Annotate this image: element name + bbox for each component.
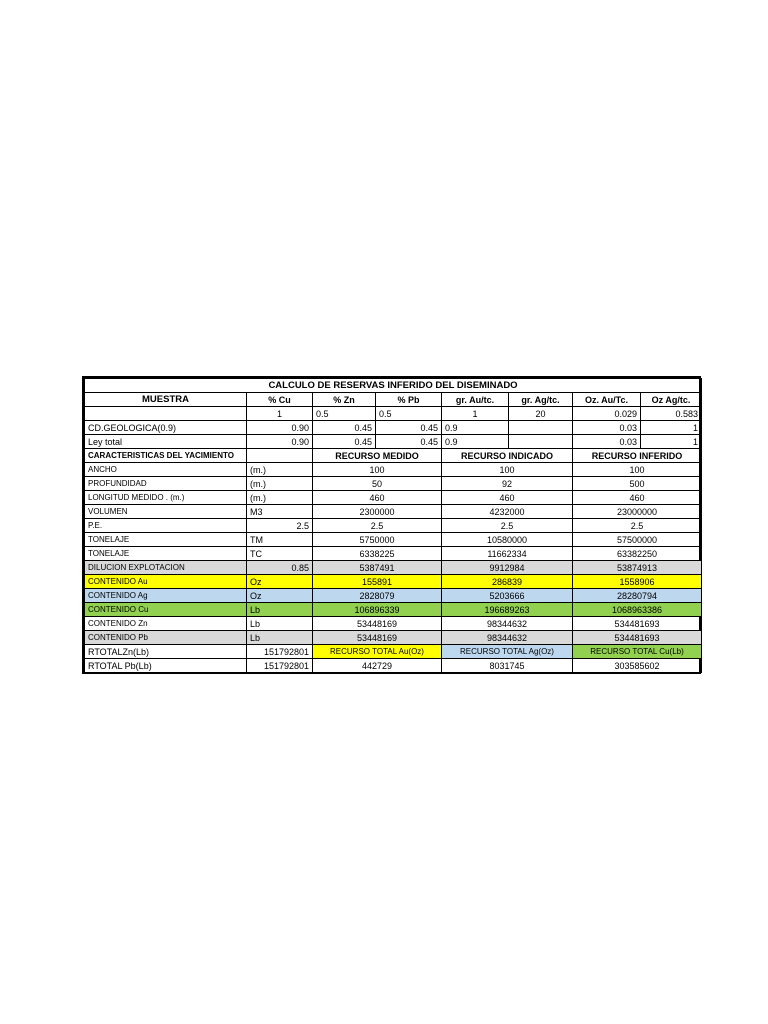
cell-inferido: 28280794: [573, 589, 702, 603]
row-label: VOLUMEN: [85, 505, 247, 519]
cell-medido: 106896339: [313, 603, 442, 617]
cell-medido: 2828079: [313, 589, 442, 603]
cell: 0.45: [313, 421, 376, 435]
cell-indicado: 11662334: [442, 547, 573, 561]
cell-inferido: 500: [573, 477, 702, 491]
table-row: [85, 631, 702, 645]
cell: 0.45: [313, 435, 376, 449]
cell-indicado: 98344632: [442, 617, 573, 631]
row-label: CONTENIDO Pb: [85, 631, 247, 645]
row-label: DILUCION EXPLOTACION: [85, 561, 247, 575]
cell: 0.9: [442, 421, 509, 435]
row-unit: Lb: [247, 603, 313, 617]
cell-indicado: 92: [442, 477, 573, 491]
row-label: Ley total: [85, 435, 247, 449]
total-cu-label: RECURSO TOTAL Cu(Lb): [573, 645, 702, 659]
reserves-table: [84, 378, 702, 673]
header-recurso-medido: RECURSO MEDIDO: [313, 449, 442, 463]
header-muestra: MUESTRA: [85, 393, 247, 407]
sample-label: [85, 407, 247, 421]
cell-inferido: 100: [573, 463, 702, 477]
total-pb-value: 151792801: [247, 659, 313, 673]
cell: 1: [641, 421, 702, 435]
header-recurso-inferido: RECURSO INFERIDO: [573, 449, 702, 463]
cell-medido: 2.5: [313, 519, 442, 533]
cell: 0.03: [573, 421, 641, 435]
cell-medido: 6338225: [313, 547, 442, 561]
table-row: [85, 463, 702, 477]
cell: 1: [247, 407, 313, 421]
cell-indicado: 5203666: [442, 589, 573, 603]
cell-medido: 460: [313, 491, 442, 505]
section-label: CARACTERISTICAS DEL YACIMIENTO: [85, 449, 247, 463]
cell-indicado: 100: [442, 463, 573, 477]
total-zn-label: RTOTALZn(Lb): [85, 645, 247, 659]
row-label: PROFUNDIDAD: [85, 477, 247, 491]
row-unit: 0.85: [247, 561, 313, 575]
cell-medido: 155891: [313, 575, 442, 589]
cell-inferido: 1558906: [573, 575, 702, 589]
row-unit: TM: [247, 533, 313, 547]
cell: 0.90: [247, 421, 313, 435]
row-unit: Oz: [247, 589, 313, 603]
cell-inferido: 63382250: [573, 547, 702, 561]
cell-inferido: 23000000: [573, 505, 702, 519]
header-recurso-indicado: RECURSO INDICADO: [442, 449, 573, 463]
total-ag-value: 8031745: [442, 659, 573, 673]
header-au-gr: gr. Au/tc.: [442, 393, 509, 407]
cell-indicado: 10580000: [442, 533, 573, 547]
cell-inferido: 534481693: [573, 631, 702, 645]
cell: 0.90: [247, 435, 313, 449]
cell-medido: 5387491: [313, 561, 442, 575]
row-unit: Lb: [247, 617, 313, 631]
table-row: [85, 533, 702, 547]
cell-inferido: 2.5: [573, 519, 702, 533]
table-row: [85, 561, 702, 575]
cell: 1: [641, 435, 702, 449]
total-au-value: 442729: [313, 659, 442, 673]
row-label: CONTENIDO Au: [85, 575, 247, 589]
cell-inferido: 53874913: [573, 561, 702, 575]
resource-rows: [85, 463, 702, 645]
row-unit: M3: [247, 505, 313, 519]
cell: 0.03: [573, 435, 641, 449]
total-au-label: RECURSO TOTAL Au(Oz): [313, 645, 442, 659]
total-cu-value: 303585602: [573, 659, 702, 673]
cell-indicado: 4232000: [442, 505, 573, 519]
row-label: CD.GEOLOGICA(0.9): [85, 421, 247, 435]
row-label: LONGITUD MEDIDO . (m.): [85, 491, 247, 505]
cell-medido: 2300000: [313, 505, 442, 519]
total-ag-label: RECURSO TOTAL Ag(Oz): [442, 645, 573, 659]
row-unit: Lb: [247, 631, 313, 645]
cell: 0.9: [442, 435, 509, 449]
cell: [247, 449, 313, 463]
row-unit: Oz: [247, 575, 313, 589]
header-ag-gr: gr. Ag/tc.: [509, 393, 573, 407]
header-pb: % Pb: [376, 393, 442, 407]
row-unit: 2.5: [247, 519, 313, 533]
cell: 0.45: [376, 421, 442, 435]
row-label: CONTENIDO Cu: [85, 603, 247, 617]
row-label: ANCHO: [85, 463, 247, 477]
cell: 1: [442, 407, 509, 421]
cell: 0.5: [376, 407, 442, 421]
cell-medido: 50: [313, 477, 442, 491]
cell-indicado: 286839: [442, 575, 573, 589]
row-unit: (m.): [247, 477, 313, 491]
table-row: [85, 575, 702, 589]
cell-inferido: 460: [573, 491, 702, 505]
table-row: [85, 505, 702, 519]
cell-inferido: 534481693: [573, 617, 702, 631]
cell: [509, 421, 573, 435]
header-ag-oz: Oz Ag/tc.: [641, 393, 702, 407]
cell-medido: 5750000: [313, 533, 442, 547]
table-row: [85, 617, 702, 631]
cell: 0.583: [641, 407, 702, 421]
cell-indicado: 2.5: [442, 519, 573, 533]
cell-medido: 100: [313, 463, 442, 477]
reserves-spreadsheet: [82, 376, 701, 674]
cell-medido: 53448169: [313, 617, 442, 631]
cell-indicado: 196689263: [442, 603, 573, 617]
header-zn: % Zn: [313, 393, 376, 407]
cell-indicado: 9912984: [442, 561, 573, 575]
cell-inferido: 57500000: [573, 533, 702, 547]
cell: [509, 435, 573, 449]
table-row: [85, 491, 702, 505]
table-row: [85, 519, 702, 533]
row-unit: (m.): [247, 463, 313, 477]
header-cu: % Cu: [247, 393, 313, 407]
row-label: TONELAJE: [85, 547, 247, 561]
cell-inferido: 1068963386: [573, 603, 702, 617]
cell: 0.029: [573, 407, 641, 421]
cell: 20: [509, 407, 573, 421]
cell-indicado: 98344632: [442, 631, 573, 645]
header-au-oz: Oz. Au/Tc.: [573, 393, 641, 407]
table-row: [85, 603, 702, 617]
row-label: P.E.: [85, 519, 247, 533]
cell: 0.45: [376, 435, 442, 449]
row-label: CONTENIDO Zn: [85, 617, 247, 631]
table-title: CALCULO DE RESERVAS INFERIDO DEL DISEMINADO: [85, 379, 702, 393]
cell: 0.5: [313, 407, 376, 421]
cell-medido: 53448169: [313, 631, 442, 645]
row-label: CONTENIDO Ag: [85, 589, 247, 603]
row-unit: TC: [247, 547, 313, 561]
table-row: [85, 477, 702, 491]
cell-indicado: 460: [442, 491, 573, 505]
table-row: [85, 589, 702, 603]
total-pb-label: RTOTAL Pb(Lb): [85, 659, 247, 673]
table-row: [85, 547, 702, 561]
total-zn-value: 151792801: [247, 645, 313, 659]
row-unit: (m.): [247, 491, 313, 505]
row-label: TONELAJE: [85, 533, 247, 547]
